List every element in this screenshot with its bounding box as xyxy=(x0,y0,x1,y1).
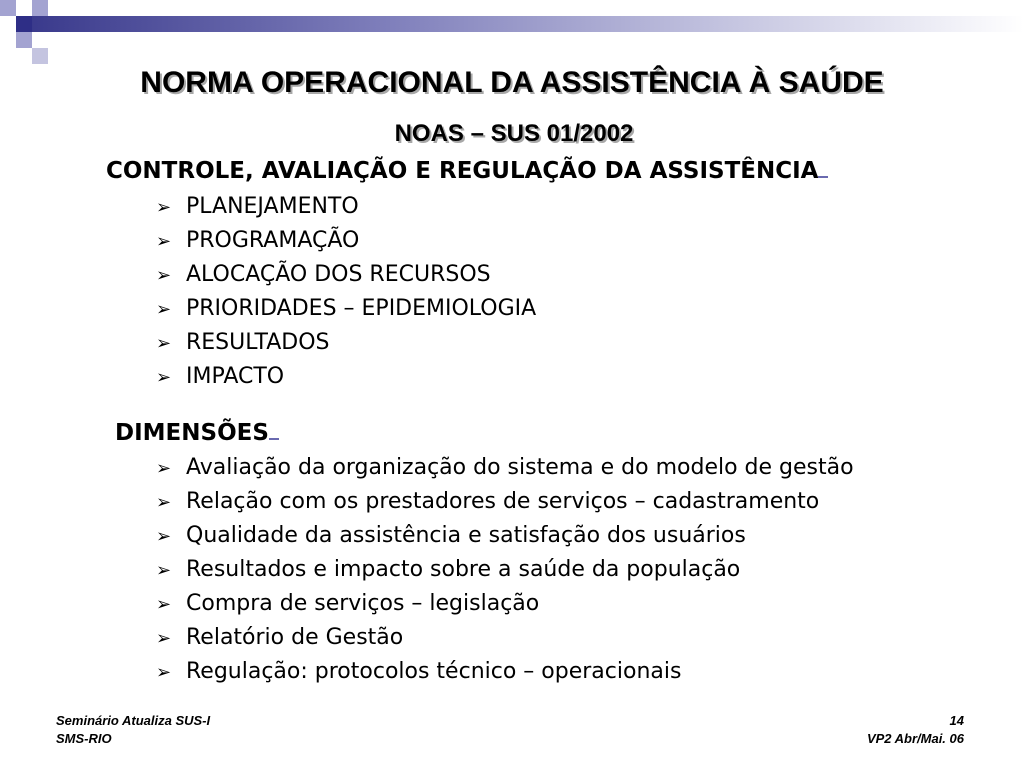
underline-mark xyxy=(269,418,279,440)
decor-square xyxy=(16,16,32,32)
arrow-bullet-icon: ➢ xyxy=(156,231,172,252)
list-item-text: IMPACTO xyxy=(186,364,285,389)
list-item xyxy=(156,519,854,553)
list-item-text: Regulação: protocolos técnico – operacionais xyxy=(186,659,682,684)
arrow-bullet-icon: ➢ xyxy=(156,628,172,649)
list-item-text: Compra de serviços – legislação xyxy=(186,591,540,616)
list-item-text: Relatório de Gestão xyxy=(186,625,404,650)
list-item-text: Resultados e impacto sobre a saúde da população xyxy=(186,557,741,582)
arrow-bullet-icon: ➢ xyxy=(156,526,172,547)
controle-list xyxy=(156,190,536,394)
list-item-text: Relação com os prestadores de serviços – cadastramento xyxy=(186,489,820,514)
slide-subtitle: NOAS – SUS 01/2002 xyxy=(394,120,634,147)
decor-square xyxy=(0,16,16,32)
arrow-bullet-icon: ➢ xyxy=(156,458,172,479)
list-item xyxy=(156,190,536,224)
arrow-bullet-icon: ➢ xyxy=(156,265,172,286)
list-item xyxy=(156,292,536,326)
list-item-text: ALOCAÇÃO DOS RECURSOS xyxy=(186,262,491,287)
list-item-text: RESULTADOS xyxy=(186,330,330,355)
footer-right xyxy=(867,712,964,748)
section-heading-text: DIMENSÕES xyxy=(115,420,269,446)
decor-square xyxy=(32,0,48,16)
footer-left xyxy=(56,712,210,748)
list-item xyxy=(156,655,854,689)
decor-square xyxy=(16,0,32,16)
section-heading-dimensoes xyxy=(115,418,279,446)
decor-square xyxy=(16,32,32,48)
underline-mark xyxy=(818,156,828,178)
section-heading-text: CONTROLE, AVALIAÇÃO E REGULAÇÃO DA ASSISTÊNCIA xyxy=(106,158,819,184)
list-item xyxy=(156,360,536,394)
page-number: 14 xyxy=(949,713,964,728)
list-item-text: Avaliação da organização do sistema e do modelo de gestão xyxy=(186,455,854,480)
dimensoes-list xyxy=(156,451,854,689)
list-item xyxy=(156,485,854,519)
slide-title: NORMA OPERACIONAL DA ASSISTÊNCIA À SAÚDE xyxy=(140,66,884,99)
list-item xyxy=(156,326,536,360)
arrow-bullet-icon: ➢ xyxy=(156,662,172,683)
decor-square xyxy=(32,32,48,48)
arrow-bullet-icon: ➢ xyxy=(156,492,172,513)
list-item-text: Qualidade da assistência e satisfação dos usuários xyxy=(186,523,746,548)
list-item xyxy=(156,587,854,621)
section-heading-controle xyxy=(106,156,828,184)
list-item-text: PLANEJAMENTO xyxy=(186,194,359,219)
arrow-bullet-icon: ➢ xyxy=(156,299,172,320)
arrow-bullet-icon: ➢ xyxy=(156,333,172,354)
footer-organization: SMS-RIO xyxy=(56,731,112,746)
header-decoration xyxy=(0,0,1024,70)
decor-square xyxy=(0,0,16,16)
list-item xyxy=(156,553,854,587)
decor-square xyxy=(32,48,48,64)
arrow-bullet-icon: ➢ xyxy=(156,367,172,388)
footer-version: VP2 Abr/Mai. 06 xyxy=(866,731,964,746)
arrow-bullet-icon: ➢ xyxy=(156,560,172,581)
list-item-text: PROGRAMAÇÃO xyxy=(186,228,360,253)
arrow-bullet-icon: ➢ xyxy=(156,594,172,615)
list-item xyxy=(156,258,536,292)
list-item xyxy=(156,621,854,655)
list-item xyxy=(156,451,854,485)
header-gradient-bar xyxy=(30,16,1024,32)
footer-seminar-name: Seminário Atualiza SUS-I xyxy=(56,713,211,728)
list-item xyxy=(156,224,536,258)
list-item-text: PRIORIDADES – EPIDEMIOLOGIA xyxy=(186,296,537,321)
arrow-bullet-icon: ➢ xyxy=(156,197,172,218)
